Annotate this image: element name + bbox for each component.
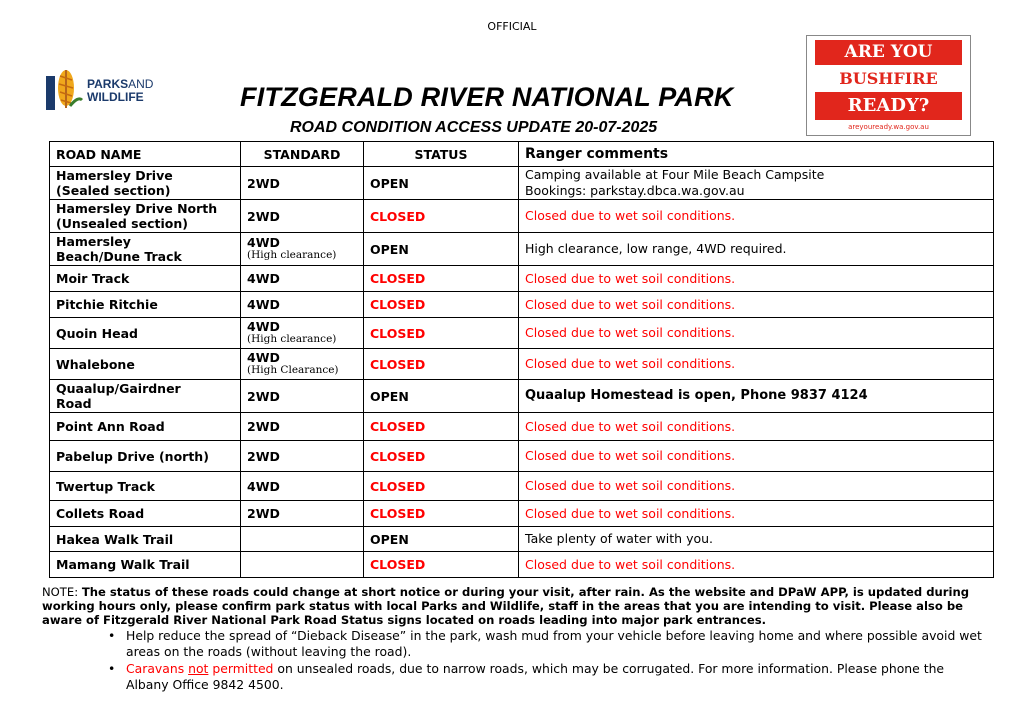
standard-cell	[241, 349, 364, 380]
standard-cell	[241, 266, 364, 292]
table-row	[50, 413, 994, 441]
road-name-cell	[50, 167, 241, 200]
page-subtitle: ROAD CONDITION ACCESS UPDATE 20-07-2025	[290, 119, 658, 136]
road-name: Quoin Head	[56, 325, 138, 341]
road-standard: 4WD	[247, 478, 280, 494]
road-name-cell	[50, 472, 241, 501]
page-title: FITZGERALD RIVER NATIONAL PARK	[240, 82, 734, 112]
standard-note: (High Clearance)	[247, 364, 339, 376]
ranger-comment-cell	[519, 233, 994, 266]
status-badge: CLOSED	[370, 419, 426, 434]
standard-cell	[241, 233, 364, 266]
standard-note: (High clearance)	[247, 333, 337, 345]
standard-cell	[241, 318, 364, 349]
standard-note: (High clearance)	[247, 249, 337, 261]
table-row	[50, 318, 994, 349]
table-row	[50, 527, 994, 552]
ranger-comment-cell	[519, 380, 994, 413]
header-status: STATUS	[364, 142, 519, 167]
ranger-comment: Closed due to wet soil conditions.	[525, 448, 736, 463]
road-name-cell	[50, 380, 241, 413]
table-row	[50, 441, 994, 472]
road-name: Pitchie Ritchie	[56, 297, 158, 312]
standard-cell	[241, 527, 364, 552]
road-name: Hakea Walk Trail	[56, 531, 174, 547]
road-name-cell	[50, 441, 241, 472]
road-standard: 4WD	[247, 271, 280, 286]
status-cell	[364, 292, 519, 318]
road-standard: 2WD	[247, 506, 280, 521]
parks-and-wildlife-logo	[46, 66, 186, 110]
road-name: Collets Road	[56, 506, 145, 521]
standard-cell	[241, 413, 364, 441]
status-badge: OPEN	[370, 241, 409, 257]
list-item	[104, 661, 984, 693]
ranger-comment: High clearance, low range, 4WD required.	[525, 241, 787, 256]
footer-note	[42, 585, 987, 627]
ranger-comment-cell	[519, 318, 994, 349]
standard-cell	[241, 472, 364, 501]
status-badge: CLOSED	[370, 271, 426, 286]
standard-cell	[241, 200, 364, 233]
road-standard: 4WD	[247, 235, 280, 250]
road-name: Hamersley Drive	[56, 168, 173, 183]
status-badge: CLOSED	[370, 297, 426, 312]
caravan-warning-permitted: permitted	[208, 661, 274, 676]
ranger-comment-cell	[519, 266, 994, 292]
road-name-line2: (Sealed section)	[56, 183, 171, 198]
table-row	[50, 380, 994, 413]
road-name-cell	[50, 233, 241, 266]
standard-cell	[241, 167, 364, 200]
standard-cell	[241, 501, 364, 527]
caravan-warning-start: Caravans	[126, 661, 189, 676]
caravan-warning-not: not	[188, 661, 209, 676]
header-ranger-comments: Ranger comments	[519, 142, 994, 167]
road-name: Quaalup/Gairdner	[56, 381, 181, 396]
bushfire-line-2: BUSHFIRE	[815, 68, 962, 90]
road-name-cell	[50, 552, 241, 578]
road-name-cell	[50, 413, 241, 441]
ranger-comment-cell	[519, 167, 994, 200]
road-name: Hamersley	[56, 234, 131, 249]
road-standard: 2WD	[247, 419, 280, 434]
road-standard: 4WD	[247, 319, 280, 334]
ranger-comment-cell	[519, 552, 994, 578]
status-badge: OPEN	[370, 388, 409, 404]
road-name: Mamang Walk Trail	[56, 557, 190, 572]
ranger-comment: Closed due to wet soil conditions.	[525, 356, 736, 371]
list-item	[104, 628, 984, 660]
road-name-line2: Beach/Dune Track	[56, 249, 182, 264]
footer-bullet-list	[104, 628, 984, 694]
status-cell	[364, 527, 519, 552]
status-badge: CLOSED	[370, 356, 426, 372]
ranger-comment: Closed due to wet soil conditions.	[525, 270, 736, 286]
status-badge: OPEN	[370, 175, 409, 191]
ranger-comment-cell	[519, 527, 994, 552]
standard-cell	[241, 552, 364, 578]
road-name-cell	[50, 318, 241, 349]
road-standard: 2WD	[247, 175, 280, 191]
road-standard: 4WD	[247, 297, 280, 312]
road-name-cell	[50, 349, 241, 380]
ranger-comment: Quaalup Homestead is open, Phone 9837 4124	[525, 388, 868, 403]
table-row	[50, 200, 994, 233]
ranger-comment: Take plenty of water with you.	[525, 531, 714, 546]
table-row	[50, 167, 994, 200]
status-cell	[364, 441, 519, 472]
note-text: The status of these roads could change at short notice or during your visit, after rain. As the website and DPaW APP, is updated during working hours only, please confirm park status with local Parks and Wildlife, staff in the areas that you are intending to visit. Please also be aware of Fitzgerald River National Park Road Status signs located on roads leading into major park entrances.	[42, 585, 970, 627]
bushfire-line-3: READY?	[815, 92, 962, 120]
ranger-comment: Closed due to wet soil conditions.	[525, 478, 736, 493]
dieback-advice: Help reduce the spread of “Dieback Disease” in the park, wash mud from your vehicle before leaving home and where possible avoid wet areas on the roads (without leaving the road).	[126, 628, 982, 659]
status-badge: CLOSED	[370, 208, 426, 224]
bushfire-ready-badge	[806, 35, 971, 136]
status-badge: CLOSED	[370, 478, 426, 494]
banksia-flower-icon	[46, 66, 84, 110]
header-standard: STANDARD	[241, 142, 364, 167]
status-cell	[364, 413, 519, 441]
ranger-comment-cell	[519, 200, 994, 233]
road-name: Moir Track	[56, 271, 130, 286]
header-road-name: ROAD NAME	[50, 142, 241, 167]
ranger-comment: Closed due to wet soil conditions.	[525, 556, 736, 572]
road-standard: 2WD	[247, 448, 280, 464]
bullet-marker: •	[108, 661, 116, 676]
table-row	[50, 472, 994, 501]
status-cell	[364, 552, 519, 578]
table-row	[50, 266, 994, 292]
ranger-comment-cell	[519, 349, 994, 380]
ranger-comment-cell	[519, 441, 994, 472]
status-badge: OPEN	[370, 531, 409, 547]
ranger-comment-cell	[519, 472, 994, 501]
standard-cell	[241, 380, 364, 413]
road-standard: 2WD	[247, 208, 280, 224]
ranger-comment-cell	[519, 501, 994, 527]
road-name-cell	[50, 527, 241, 552]
status-badge: CLOSED	[370, 506, 426, 521]
status-cell	[364, 472, 519, 501]
ranger-comment-cell	[519, 413, 994, 441]
note-label: NOTE:	[42, 585, 82, 599]
road-name: Hamersley Drive North	[56, 201, 218, 216]
status-cell	[364, 318, 519, 349]
standard-cell	[241, 441, 364, 472]
ranger-comment: Camping available at Four Mile Beach Campsite	[525, 167, 825, 182]
road-name-cell	[50, 200, 241, 233]
status-cell	[364, 501, 519, 527]
logo-wordmark: PARKSAND WILDLIFE	[87, 77, 154, 104]
road-name-cell	[50, 501, 241, 527]
ranger-comment: Closed due to wet soil conditions.	[525, 325, 736, 340]
bushfire-line-1: ARE YOU	[815, 40, 962, 65]
road-name-line2: Road	[56, 396, 92, 411]
road-status-table	[49, 141, 994, 578]
status-cell	[364, 233, 519, 266]
status-badge: CLOSED	[370, 325, 426, 341]
ranger-comment-cell	[519, 292, 994, 318]
status-badge: CLOSED	[370, 448, 426, 464]
road-standard: 2WD	[247, 388, 280, 404]
road-name: Twertup Track	[56, 478, 155, 494]
status-cell	[364, 200, 519, 233]
standard-cell	[241, 292, 364, 318]
table-row	[50, 349, 994, 380]
ranger-comment: Closed due to wet soil conditions.	[525, 296, 736, 312]
road-name: Point Ann Road	[56, 419, 165, 434]
status-cell	[364, 380, 519, 413]
table-row	[50, 292, 994, 318]
status-cell	[364, 266, 519, 292]
ranger-comment: Closed due to wet soil conditions.	[525, 418, 736, 434]
ranger-comment: Closed due to wet soil conditions.	[525, 208, 736, 223]
bushfire-url: areyouready.wa.gov.au	[848, 123, 929, 131]
ranger-comment-line2: Bookings: parkstay.dbca.wa.gov.au	[525, 183, 745, 198]
road-standard: 4WD	[247, 350, 280, 365]
table-row	[50, 552, 994, 578]
table-row	[50, 501, 994, 527]
road-name-cell	[50, 292, 241, 318]
ranger-comment: Closed due to wet soil conditions.	[525, 505, 736, 521]
status-cell	[364, 167, 519, 200]
road-name: Whalebone	[56, 356, 135, 372]
caravan-advice: on unsealed roads, due to narrow roads, which may be corrugated. For more information. Please phone the Albany Office 9842 4500.	[126, 661, 945, 692]
bullet-marker: •	[108, 628, 116, 643]
status-badge: CLOSED	[370, 557, 426, 572]
road-name-cell	[50, 266, 241, 292]
table-row	[50, 233, 994, 266]
status-cell	[364, 349, 519, 380]
road-name-line2: (Unsealed section)	[56, 216, 188, 231]
classification-label: OFFICIAL	[487, 20, 537, 33]
road-name: Pabelup Drive (north)	[56, 448, 209, 464]
table-header-row	[50, 142, 994, 167]
